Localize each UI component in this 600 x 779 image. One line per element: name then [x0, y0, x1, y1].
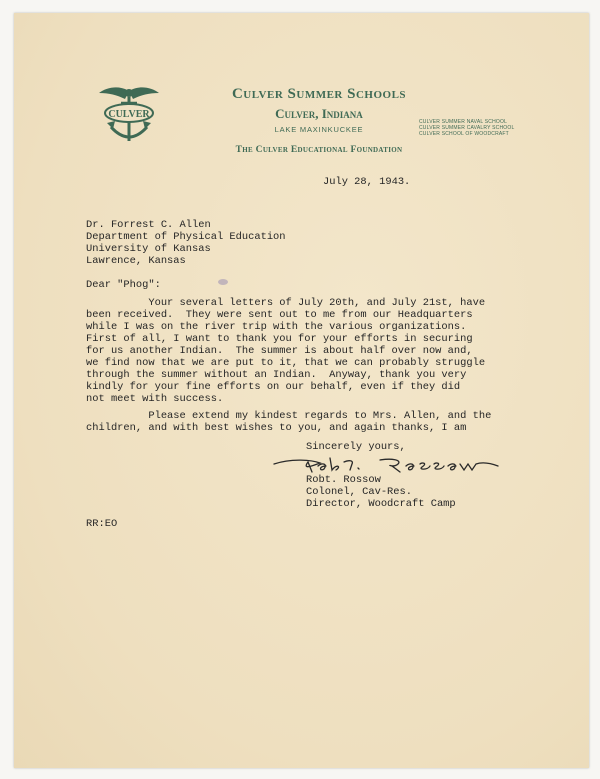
body-line: through the summer without an Indian. Anyway, thank you very — [86, 369, 467, 381]
body-line: been received. They were sent out to me from our Headquarters — [86, 309, 473, 321]
recipient-address — [86, 219, 286, 267]
signer-title: Director, Woodcraft Camp — [306, 498, 456, 510]
recipient-line: Lawrence, Kansas — [86, 255, 186, 267]
ink-blot — [218, 279, 228, 285]
body-line: not meet with success. — [86, 393, 224, 405]
school-cavalry: CULVER SUMMER CAVALRY SCHOOL — [419, 125, 515, 131]
letterhead-title: Culver Summer Schools — [231, 86, 407, 102]
body-line: children, and with best wishes to you, and again thanks, I am — [86, 422, 467, 434]
body-paragraph-2 — [86, 410, 491, 434]
recipient-line: University of Kansas — [86, 243, 211, 255]
culver-anchor-eagle-logo — [97, 83, 161, 145]
body-line: while I was on the river trip with the various organizations. — [86, 321, 467, 333]
signer-name: Robt. Rossow — [306, 474, 381, 486]
closing: Sincerely yours, — [306, 441, 406, 453]
body-line: Please extend my kindest regards to Mrs. Allen, and the — [86, 410, 492, 422]
letterhead-foundation: The Culver Educational Foundation — [235, 145, 403, 155]
body-line: kindly for your fine efforts on our behalf, even if they did — [86, 381, 461, 393]
body-line: for us another Indian. The summer is about half over now and, — [86, 345, 473, 357]
recipient-line: Department of Physical Education — [86, 231, 286, 243]
school-woodcraft: CULVER SCHOOL OF WOODCRAFT — [419, 131, 509, 137]
body-line: Your several letters of July 20th, and July 21st, have — [86, 297, 486, 309]
handwritten-signature — [272, 454, 502, 476]
signer-rank: Colonel, Cav-Res. — [306, 486, 413, 498]
typist-initials: RR:EO — [86, 518, 118, 530]
letterhead-city: Culver, Indiana — [275, 106, 363, 121]
body-line: First of all, I want to thank you for your efforts in securing — [86, 333, 473, 345]
letterhead-lake: LAKE MAXINKUCKEE — [274, 125, 364, 134]
body-line: we find now that we are put to it, that we can probably struggle — [86, 357, 486, 369]
letter-date: July 28, 1943. — [323, 176, 411, 188]
letterhead-schools-list — [419, 119, 514, 137]
school-naval: CULVER SUMMER NAVAL SCHOOL — [419, 119, 508, 125]
body-paragraph-1 — [86, 297, 485, 405]
recipient-line: Dr. Forrest C. Allen — [86, 219, 211, 231]
salutation: Dear "Phog": — [86, 279, 161, 291]
logo-text: CULVER — [108, 109, 150, 120]
signer-block — [306, 474, 456, 510]
